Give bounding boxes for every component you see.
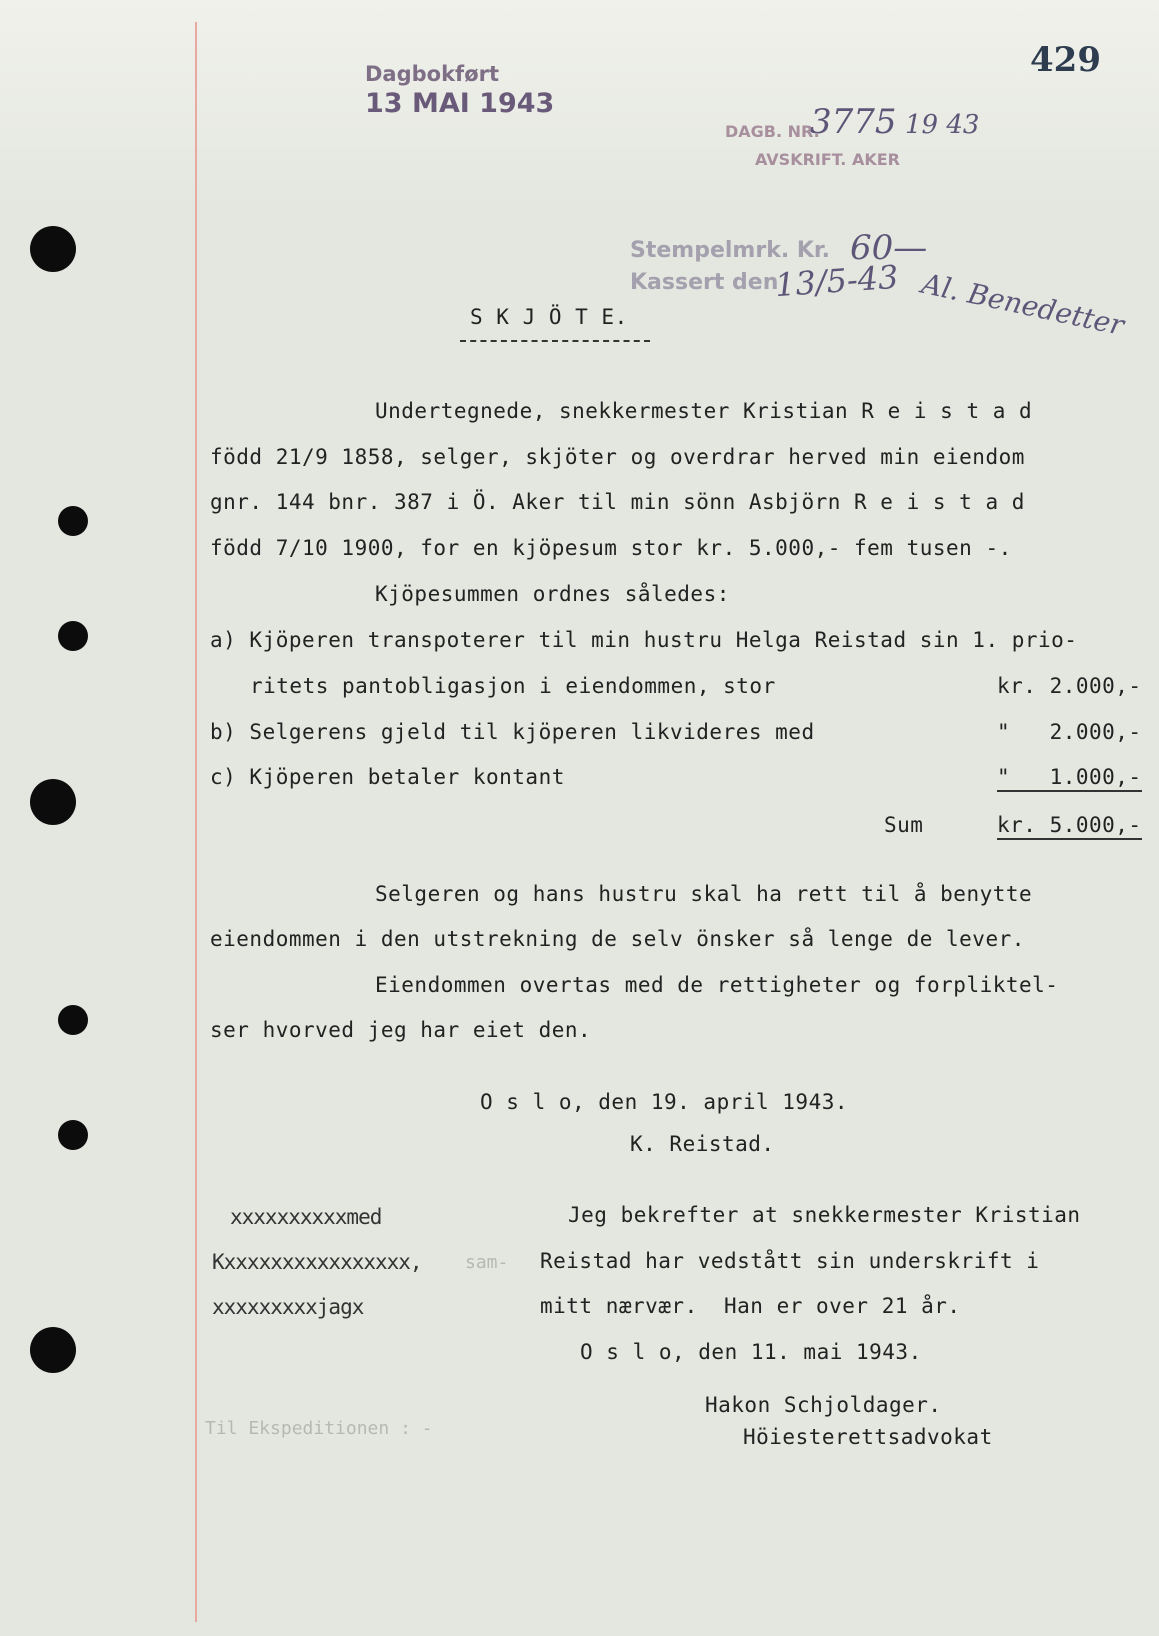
body-line: Selgeren og hans hustru skal ha rett til å benytte xyxy=(375,882,1033,906)
sum-label: Sum xyxy=(884,813,924,837)
avskrift-stamp: AVSKRIFT. AKER xyxy=(755,150,900,169)
sum-amount: kr. 5.000,- xyxy=(997,813,1142,840)
body-line: Kjöpesummen ordnes således: xyxy=(375,582,730,606)
body-line: eiendommen i den utstrekning de selv önsker så lenge de lever. xyxy=(210,927,1025,951)
document-title: S K J Ö T E. xyxy=(470,305,628,329)
faint-footnote: Til Ekspeditionen : - xyxy=(205,1418,433,1439)
punch-hole xyxy=(30,226,76,272)
payment-item-a-amount: kr. 2.000,- xyxy=(997,674,1142,698)
punch-hole xyxy=(58,1120,88,1150)
certification-line: Jeg bekrefter at snekkermester Kristian xyxy=(568,1203,1081,1227)
certification-date: O s l o, den 11. mai 1943. xyxy=(580,1340,922,1364)
margin-line xyxy=(195,22,197,1622)
paper-shade xyxy=(0,0,1159,200)
payment-item-c-amount: " 1.000,- xyxy=(997,765,1142,792)
stempelmerke-label: Stempelmrk. Kr. xyxy=(630,238,830,263)
dagb-nr-label: DAGB. NR. xyxy=(725,122,820,141)
faint-struck-text: sam- xyxy=(465,1252,509,1273)
body-line: ser hvorved jeg har eiet den. xyxy=(210,1018,592,1042)
punch-hole xyxy=(30,779,76,825)
punch-hole xyxy=(58,1005,88,1035)
payment-item-b: b) Selgerens gjeld til kjöperen likvideres med xyxy=(210,720,815,744)
struck-text: xxxxxxxxxjagx xyxy=(212,1295,364,1319)
dagbokfort-stamp-label: Dagbokført xyxy=(365,62,500,86)
stempelmerke-value: 60— xyxy=(850,228,928,268)
dagb-nr-year: 19 43 xyxy=(905,110,980,140)
page-number: 429 xyxy=(1030,40,1101,80)
certification-line: Reistad har vedstått sin underskrift i xyxy=(540,1249,1040,1273)
signer-name: K. Reistad. xyxy=(630,1132,775,1156)
punch-hole xyxy=(30,1327,76,1373)
body-line: Eiendommen overtas med de rettigheter og forpliktel- xyxy=(375,973,1059,997)
payment-item-c: c) Kjöperen betaler kontant xyxy=(210,765,565,789)
body-line: Undertegnede, snekkermester Kristian R e i s t a d xyxy=(375,399,1033,423)
body-line: född 21/9 1858, selger, skjöter og overdrar herved min eiendom xyxy=(210,445,1025,469)
title-underline xyxy=(460,340,650,342)
payment-item-a-cont: ritets pantobligasjon i eiendommen, stor xyxy=(250,674,776,698)
certification-signer: Hakon Schjoldager. xyxy=(705,1393,942,1417)
place-date: O s l o, den 19. april 1943. xyxy=(480,1090,849,1114)
punch-hole xyxy=(58,621,88,651)
payment-item-a: a) Kjöperen transpoterer til min hustru Helga Reistad sin 1. prio- xyxy=(210,628,1078,652)
kassert-label: Kassert den xyxy=(630,270,779,295)
payment-item-b-amount: " 2.000,- xyxy=(997,720,1142,744)
dagb-nr-value: 3775 xyxy=(810,102,897,142)
struck-text: xxxxxxxxxxmed xyxy=(230,1205,382,1229)
body-line: född 7/10 1900, for en kjöpesum stor kr. 5.000,- fem tusen -. xyxy=(210,536,1012,560)
punch-hole xyxy=(58,506,88,536)
kassert-signature: Al. Benedetter xyxy=(918,266,1127,343)
certification-signer-title: Höiesterettsadvokat xyxy=(743,1425,993,1449)
body-line: gnr. 144 bnr. 387 i Ö. Aker til min sönn Asbjörn R e i s t a d xyxy=(210,490,1025,514)
struck-text: Kxxxxxxxxxxxxxxxx, xyxy=(212,1250,422,1274)
dagbokfort-stamp-date: 13 MAI 1943 xyxy=(365,88,555,119)
certification-line: mitt nærvær. Han er over 21 år. xyxy=(540,1294,961,1318)
kassert-date: 13/5-43 xyxy=(773,257,900,305)
